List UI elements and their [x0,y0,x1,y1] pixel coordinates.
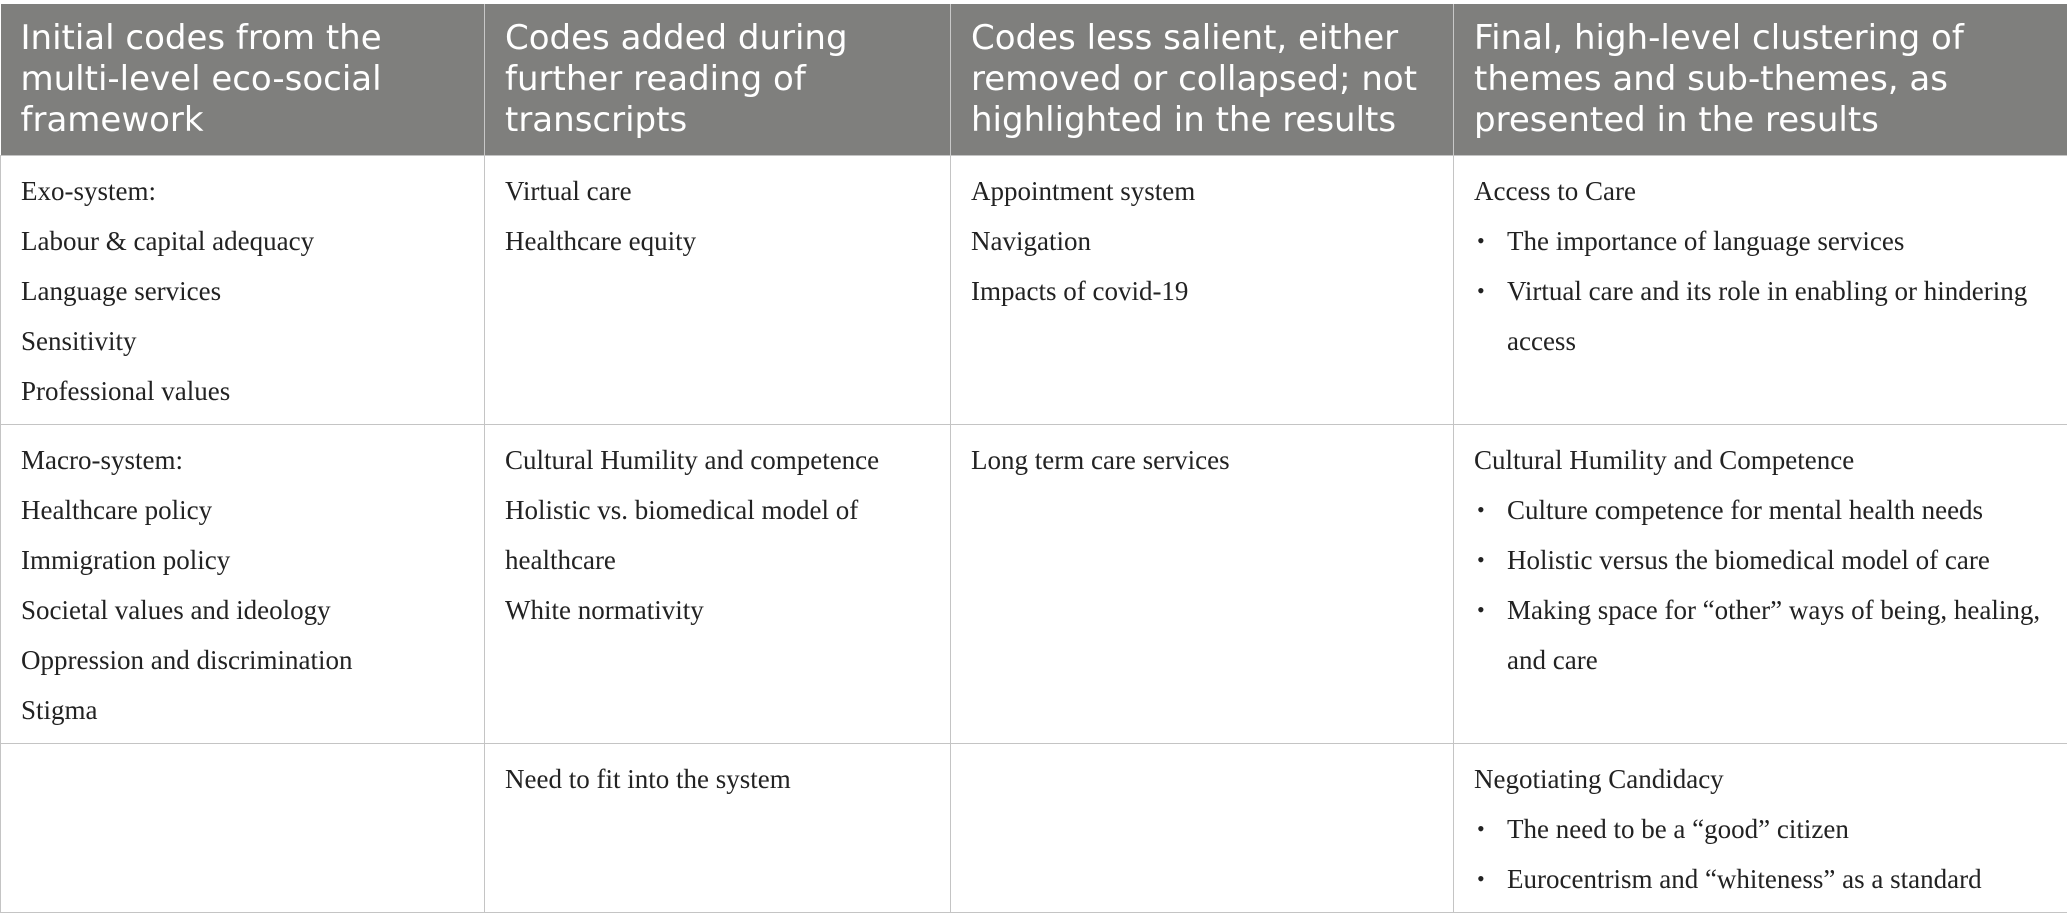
code-item: Long term care services [971,435,1433,485]
subtheme-list [1474,804,2047,904]
codes-added-cell [485,156,951,425]
code-item: Navigation [971,216,1433,266]
subtheme-item: • Virtual care and its role in enabling or hindering access [1507,266,2047,366]
code-item: White normativity [505,585,930,635]
system-label: Exo-system: [21,166,464,216]
code-item: Professional values [21,366,464,416]
codes-added-cell [485,425,951,744]
codes-less-salient-cell [951,156,1454,425]
subtheme-list [1474,485,2047,685]
codes-less-salient-cell [951,425,1454,744]
code-item: Holistic vs. biomedical model of healthcare [505,485,930,585]
theme-title: Access to Care [1474,166,2047,216]
subtheme-item: • Holistic versus the biomedical model of care [1507,535,2047,585]
code-item: Cultural Humility and competence [505,435,930,485]
code-item: Language services [21,266,464,316]
code-item: Impacts of covid-19 [971,266,1433,316]
code-item: Labour & capital adequacy [21,216,464,266]
coding-table [0,4,2067,913]
code-item: Virtual care [505,166,930,216]
code-item: Healthcare policy [21,485,464,535]
header-initial-codes: Initial codes from the multi-level eco-social framework [1,4,485,156]
table-row [1,425,2067,744]
final-themes-cell [1454,156,2067,425]
code-item: Appointment system [971,166,1433,216]
subtheme-item: • The need to be a “good” citizen [1507,804,2047,854]
system-label: Macro-system: [21,435,464,485]
theme-title: Cultural Humility and Competence [1474,435,2047,485]
header-row [1,4,2067,156]
initial-codes-cell [1,425,485,744]
final-themes-cell [1454,744,2067,913]
codes-added-cell [485,744,951,913]
subtheme-list [1474,216,2047,366]
header-codes-less-salient: Codes less salient, either removed or collapsed; not highlighted in the results [951,4,1454,156]
code-item: Sensitivity [21,316,464,366]
code-item: Stigma [21,685,464,735]
code-item: Societal values and ideology [21,585,464,635]
table-row [1,156,2067,425]
code-item: Immigration policy [21,535,464,585]
final-themes-cell [1454,425,2067,744]
table-row [1,744,2067,913]
initial-codes-cell [1,156,485,425]
theme-title: Negotiating Candidacy [1474,754,2047,804]
subtheme-item: • Culture competence for mental health needs [1507,485,2047,535]
code-item: Need to fit into the system [505,754,930,804]
codes-less-salient-cell [951,744,1454,913]
code-item: Healthcare equity [505,216,930,266]
subtheme-item: • Eurocentrism and “whiteness” as a standard [1507,854,2047,904]
header-codes-added: Codes added during further reading of transcripts [485,4,951,156]
code-item: Oppression and discrimination [21,635,464,685]
initial-codes-cell [1,744,485,913]
header-final-themes: Final, high-level clustering of themes and sub-themes, as presented in the results [1454,4,2067,156]
subtheme-item: • The importance of language services [1507,216,2047,266]
subtheme-item: • Making space for “other” ways of being, healing, and care [1507,585,2047,685]
